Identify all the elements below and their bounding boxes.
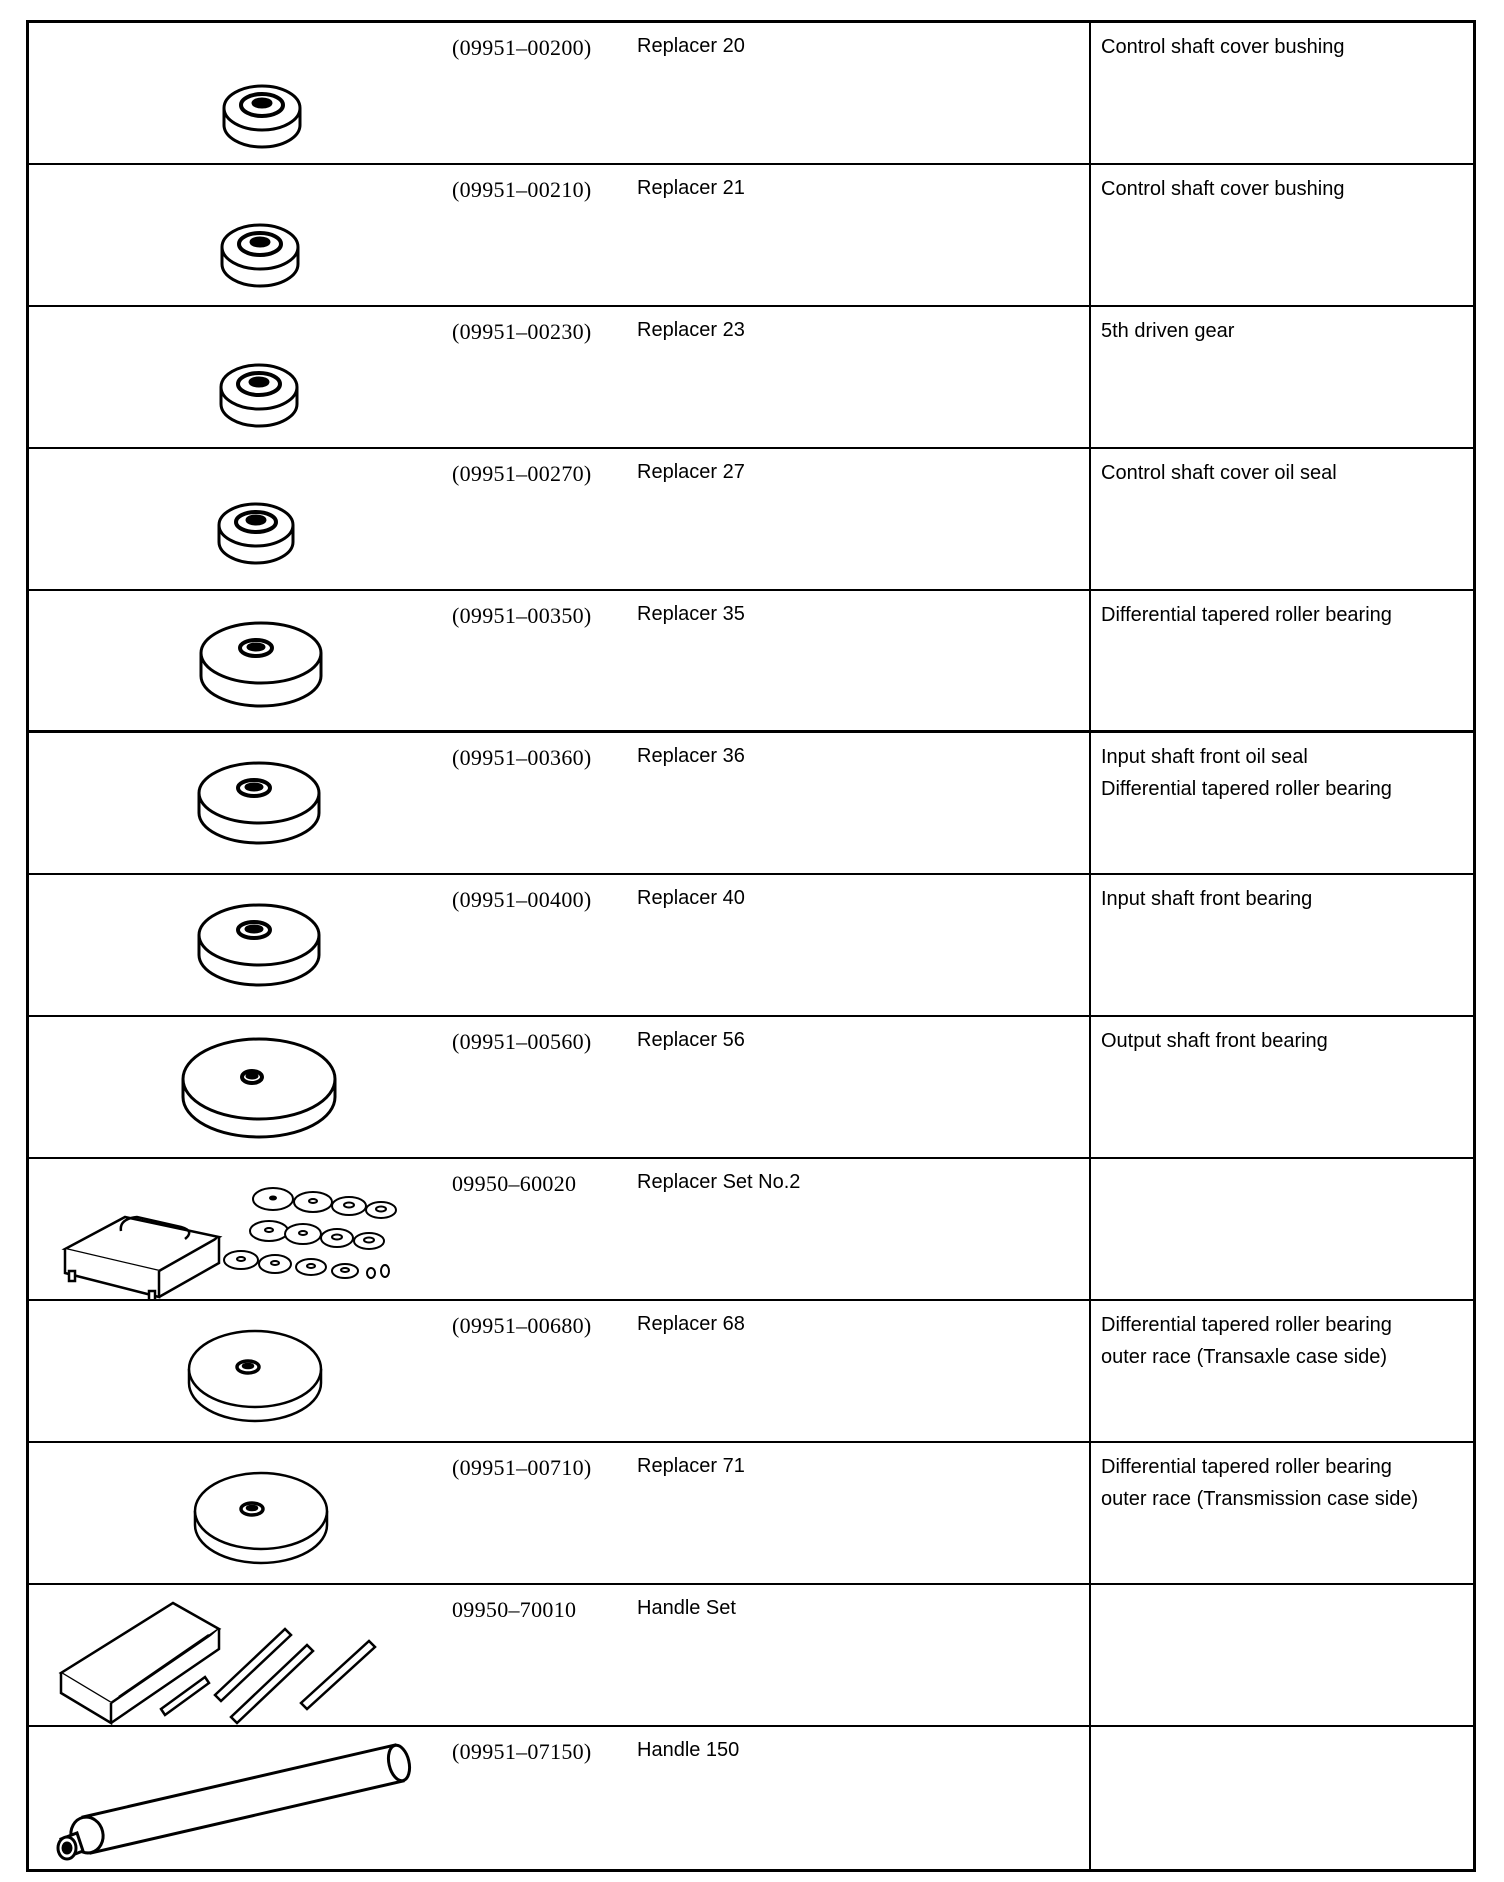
application-text: Input shaft front bearing	[1101, 888, 1313, 910]
part-name: Replacer 21	[637, 177, 745, 199]
part-name: Replacer 71	[637, 1455, 745, 1477]
replacer-set-case-illustration	[49, 1159, 429, 1299]
handle-bar-illustration	[49, 1727, 429, 1869]
table-row	[29, 1585, 1473, 1727]
handle-set-drawing	[49, 1585, 429, 1725]
replacer-small-disc-illustration	[49, 165, 429, 305]
table-row	[29, 23, 1473, 165]
tool-cell	[29, 1017, 1089, 1157]
application-text: outer race (Transmission case side)	[1101, 1488, 1419, 1510]
part-name: Replacer 56	[637, 1029, 745, 1051]
tool-cell	[29, 1443, 1089, 1583]
table-row	[29, 875, 1473, 1017]
table-row	[29, 591, 1473, 733]
part-name: Replacer 68	[637, 1313, 745, 1335]
application-cell	[1089, 733, 1473, 873]
application-cell	[1089, 449, 1473, 589]
replacer-disc-drawing	[49, 449, 429, 589]
replacer-disc-drawing	[49, 591, 429, 731]
part-number: 09950–60020	[452, 1171, 577, 1196]
replacer-set-drawing	[49, 1159, 429, 1299]
table-row	[29, 449, 1473, 591]
special-tools-table	[26, 20, 1476, 1872]
part-number: (09951–00400)	[452, 887, 592, 912]
application-cell	[1089, 307, 1473, 447]
application-cell	[1089, 1727, 1473, 1869]
replacer-disc-drawing	[49, 165, 429, 305]
replacer-disc-drawing	[49, 875, 429, 1015]
replacer-small-disc-illustration	[49, 449, 429, 589]
application-cell	[1089, 1159, 1473, 1299]
part-name: Replacer 35	[637, 603, 745, 625]
tool-cell	[29, 875, 1089, 1015]
part-number: 09950–70010	[452, 1597, 577, 1622]
part-name: Replacer 40	[637, 887, 745, 909]
replacer-disc-drawing	[49, 1301, 429, 1441]
replacer-small-disc-illustration	[49, 307, 429, 447]
application-text: Output shaft front bearing	[1101, 1030, 1328, 1052]
part-number: (09951–00270)	[452, 461, 592, 486]
part-number: (09951–00360)	[452, 745, 592, 770]
table-row	[29, 733, 1473, 875]
replacer-disc-drawing	[49, 733, 429, 873]
replacer-small-disc-illustration	[49, 23, 429, 163]
table-row	[29, 1159, 1473, 1301]
part-name: Replacer Set No.2	[637, 1171, 801, 1193]
part-number: (09951–00710)	[452, 1455, 592, 1480]
part-number: (09951–00230)	[452, 319, 592, 344]
replacer-medium-disc-illustration	[49, 591, 429, 730]
application-text: outer race (Transaxle case side)	[1101, 1346, 1388, 1368]
application-cell	[1089, 1443, 1473, 1583]
application-text: Control shaft cover bushing	[1101, 178, 1345, 200]
part-number: (09951–00560)	[452, 1029, 592, 1054]
replacer-disc-drawing	[49, 1443, 429, 1583]
tool-cell	[29, 1159, 1089, 1299]
application-text: Input shaft front oil seal	[1101, 746, 1308, 768]
replacer-large-disc-illustration	[49, 1017, 429, 1157]
table-row	[29, 165, 1473, 307]
tool-cell	[29, 733, 1089, 873]
part-name: Replacer 23	[637, 319, 745, 341]
application-cell	[1089, 23, 1473, 163]
tool-cell	[29, 165, 1089, 305]
part-name: Replacer 27	[637, 461, 745, 483]
table-row	[29, 1727, 1473, 1869]
tool-cell	[29, 591, 1089, 730]
handle-set-box-illustration	[49, 1585, 429, 1725]
table-row	[29, 307, 1473, 449]
part-name: Handle 150	[637, 1739, 740, 1761]
application-text: Control shaft cover oil seal	[1101, 462, 1337, 484]
part-number: (09951–00350)	[452, 603, 592, 628]
application-cell	[1089, 1585, 1473, 1725]
tool-cell	[29, 1585, 1089, 1725]
replacer-disc-drawing	[49, 1017, 429, 1157]
tool-cell	[29, 449, 1089, 589]
application-cell	[1089, 165, 1473, 305]
application-cell	[1089, 1017, 1473, 1157]
tool-cell	[29, 1727, 1089, 1869]
part-number: (09951–00210)	[452, 177, 592, 202]
table-row	[29, 1301, 1473, 1443]
replacer-disc-drawing	[49, 23, 429, 163]
replacer-medium-disc-illustration	[49, 875, 429, 1015]
replacer-medium-disc-illustration	[49, 733, 429, 873]
application-text: Differential tapered roller bearing	[1101, 604, 1392, 626]
tool-cell	[29, 23, 1089, 163]
table-row	[29, 1443, 1473, 1585]
replacer-disc-drawing	[49, 307, 429, 447]
handle-bar-drawing	[49, 1727, 429, 1867]
application-text: Differential tapered roller bearing	[1101, 1314, 1392, 1336]
application-text: Differential tapered roller bearing	[1101, 1456, 1392, 1478]
application-cell	[1089, 591, 1473, 730]
part-name: Handle Set	[637, 1597, 736, 1619]
part-name: Replacer 36	[637, 745, 745, 767]
part-number: (09951–00680)	[452, 1313, 592, 1338]
application-cell	[1089, 875, 1473, 1015]
replacer-large-flat-disc-illustration	[49, 1301, 429, 1441]
replacer-large-flat-disc-illustration	[49, 1443, 429, 1583]
application-cell	[1089, 1301, 1473, 1441]
part-number: (09951–00200)	[452, 35, 592, 60]
part-name: Replacer 20	[637, 35, 745, 57]
application-text: Differential tapered roller bearing	[1101, 778, 1392, 800]
tool-cell	[29, 307, 1089, 447]
tool-cell	[29, 1301, 1089, 1441]
part-number: (09951–07150)	[452, 1739, 592, 1764]
application-text: Control shaft cover bushing	[1101, 36, 1345, 58]
application-text: 5th driven gear	[1101, 320, 1235, 342]
table-row	[29, 1017, 1473, 1159]
